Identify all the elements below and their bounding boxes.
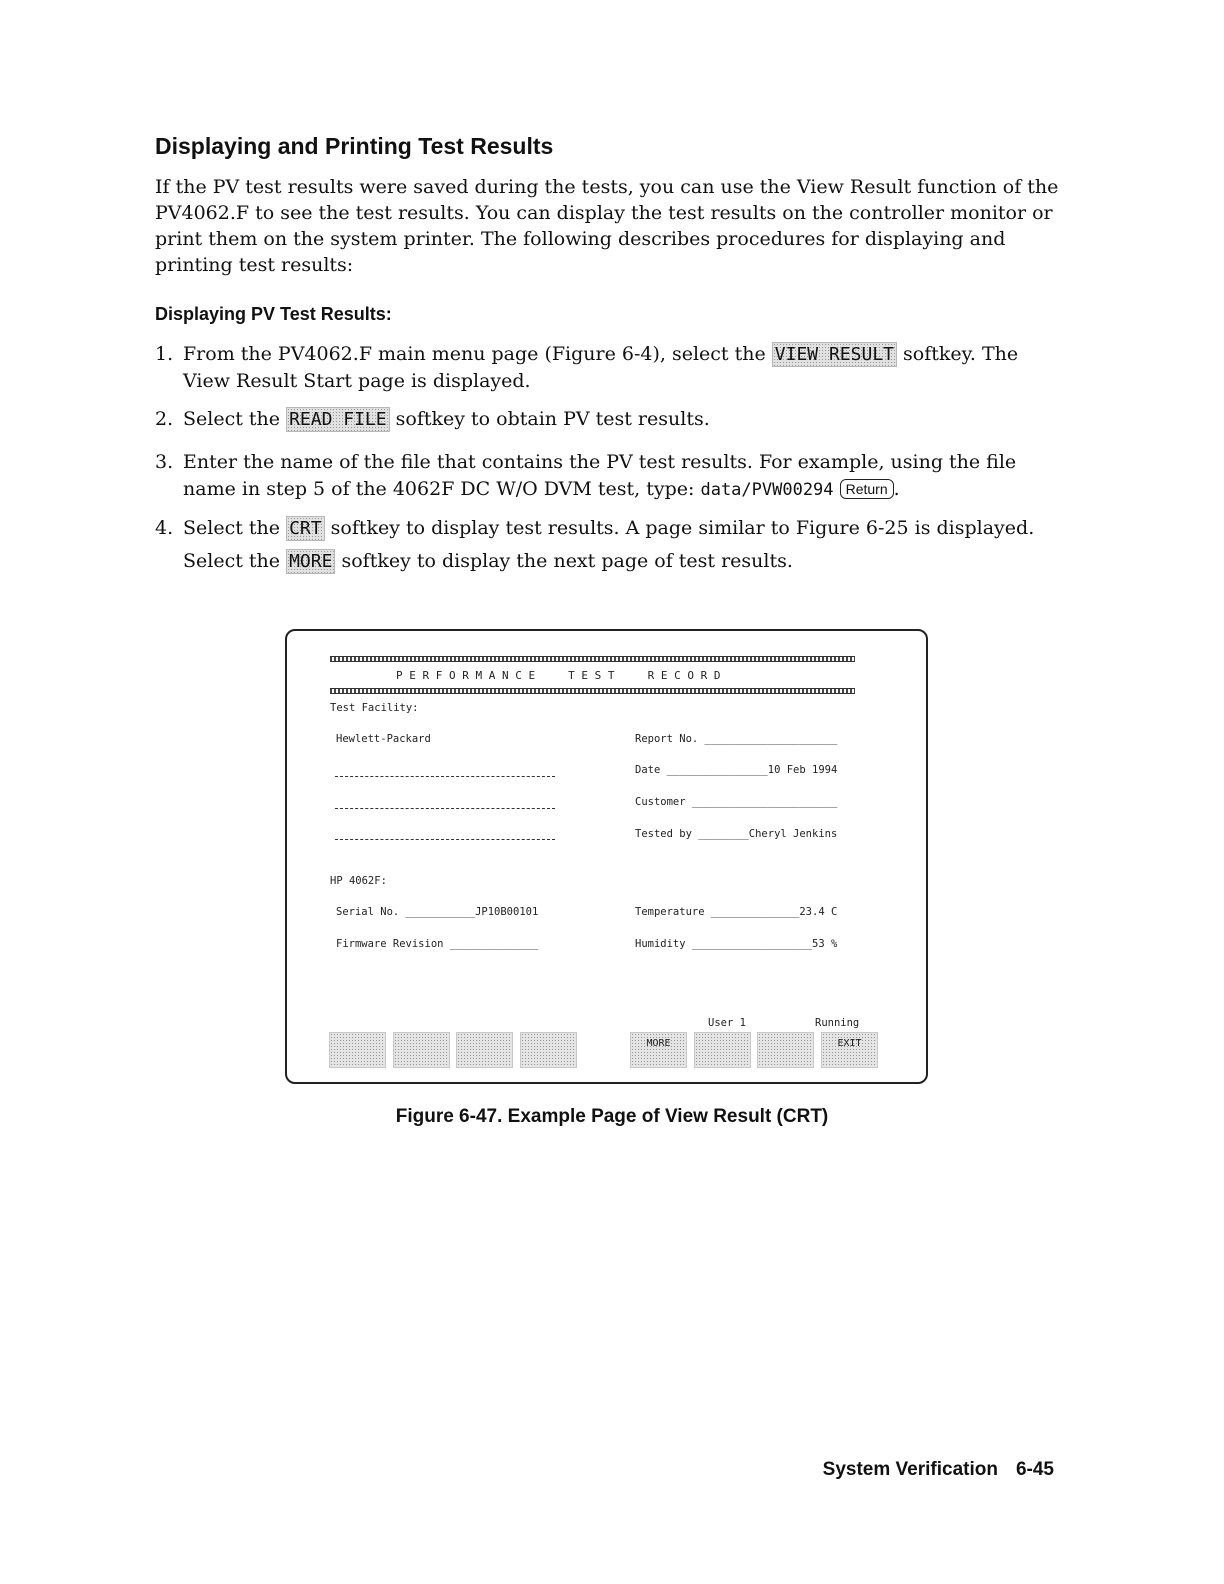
- crt-screen-frame: [285, 629, 928, 1084]
- return-keycap: Return: [840, 479, 894, 499]
- facility-label: Test Facility:: [330, 702, 419, 714]
- step-text: From the PV4062.F main menu page (Figure 6-4), select the: [183, 343, 766, 365]
- blank-line: [335, 776, 555, 777]
- crt-banner: P E R F O R M A N C E T E S T R E C O R D: [396, 669, 721, 682]
- crt-exit-softkey[interactable]: EXIT: [821, 1032, 878, 1068]
- facility-name: Hewlett-Packard: [336, 733, 431, 745]
- step-text: softkey to display the next page of test results.: [341, 550, 793, 572]
- section-title: Displaying and Printing Test Results: [155, 133, 554, 159]
- more-softkey: MORE: [286, 549, 335, 574]
- crt-softkey-2[interactable]: [393, 1032, 450, 1068]
- step-text: .: [893, 478, 900, 500]
- serial-number-field: Serial No. ___________JP10B00101: [336, 906, 539, 918]
- step-number: 2.: [155, 408, 174, 430]
- step-text: Enter the name of the file that contains the PV test results. For example, using the file name in step 5 of the 4062F DC W/O DVM test, type:: [183, 451, 1017, 500]
- step-4: [155, 515, 1055, 575]
- humidity-field: Humidity ___________________53 %: [635, 938, 838, 950]
- crt-more-softkey[interactable]: MORE: [630, 1032, 687, 1068]
- firmware-revision-field: Firmware Revision ______________: [336, 938, 539, 950]
- model-label: HP 4062F:: [330, 875, 387, 887]
- figure-caption: Figure 6-47. Example Page of View Result (CRT): [395, 1106, 829, 1127]
- step-1: [155, 341, 1055, 395]
- status-state: Running: [815, 1017, 860, 1029]
- blank-line: [335, 839, 555, 840]
- step-number: 1.: [155, 343, 174, 365]
- typed-filename: data/PVW00294: [700, 480, 834, 500]
- step-number: 3.: [155, 451, 174, 473]
- crt-softkey-7[interactable]: [757, 1032, 814, 1068]
- step-2: [155, 406, 1055, 433]
- subsection-title: Displaying PV Test Results:: [155, 304, 392, 324]
- footer-section: System Verification: [822, 1459, 998, 1480]
- step-text: softkey to obtain PV test results.: [395, 408, 710, 430]
- report-number-field: Report No. _____________________: [635, 733, 838, 745]
- intro-paragraph: If the PV test results were saved during the tests, you can use the View Result function of the PV4062.F to see the test results. You can display the test results on the controller monitor or print them on the system printer. The following describes procedures for displaying and printing test results:: [155, 176, 1059, 276]
- customer-field: Customer _______________________: [635, 796, 838, 808]
- crt-softkey-3[interactable]: [456, 1032, 513, 1068]
- step-3: [155, 449, 1055, 504]
- step-text: Select the: [183, 517, 281, 539]
- step-text: Select the: [183, 550, 281, 572]
- temperature-field: Temperature ______________23.4 C: [635, 906, 838, 918]
- step-text: softkey to display test results. A page similar to Figure 6-25 is displayed.: [330, 517, 1035, 539]
- blank-line: [335, 808, 555, 809]
- view-result-softkey: VIEW RESULT: [772, 342, 897, 367]
- crt-softkey-4[interactable]: [520, 1032, 577, 1068]
- step-text: softkey. The View Result Start page is displayed.: [183, 343, 1019, 392]
- double-rule: [330, 688, 855, 694]
- step-number: 4.: [155, 517, 174, 539]
- crt-softkey-1[interactable]: [329, 1032, 386, 1068]
- tested-by-field: Tested by ________Cheryl Jenkins: [635, 828, 838, 840]
- date-field: Date ________________10 Feb 1994: [635, 764, 838, 776]
- footer-page-number: 6-45: [1015, 1459, 1054, 1480]
- read-file-softkey: READ FILE: [286, 407, 390, 432]
- crt-softkey-6[interactable]: [694, 1032, 751, 1068]
- step-text: Select the: [183, 408, 281, 430]
- page-footer: [823, 1459, 1054, 1481]
- double-rule: [330, 656, 855, 662]
- status-user: User 1: [708, 1017, 746, 1029]
- crt-softkey: CRT: [286, 516, 325, 541]
